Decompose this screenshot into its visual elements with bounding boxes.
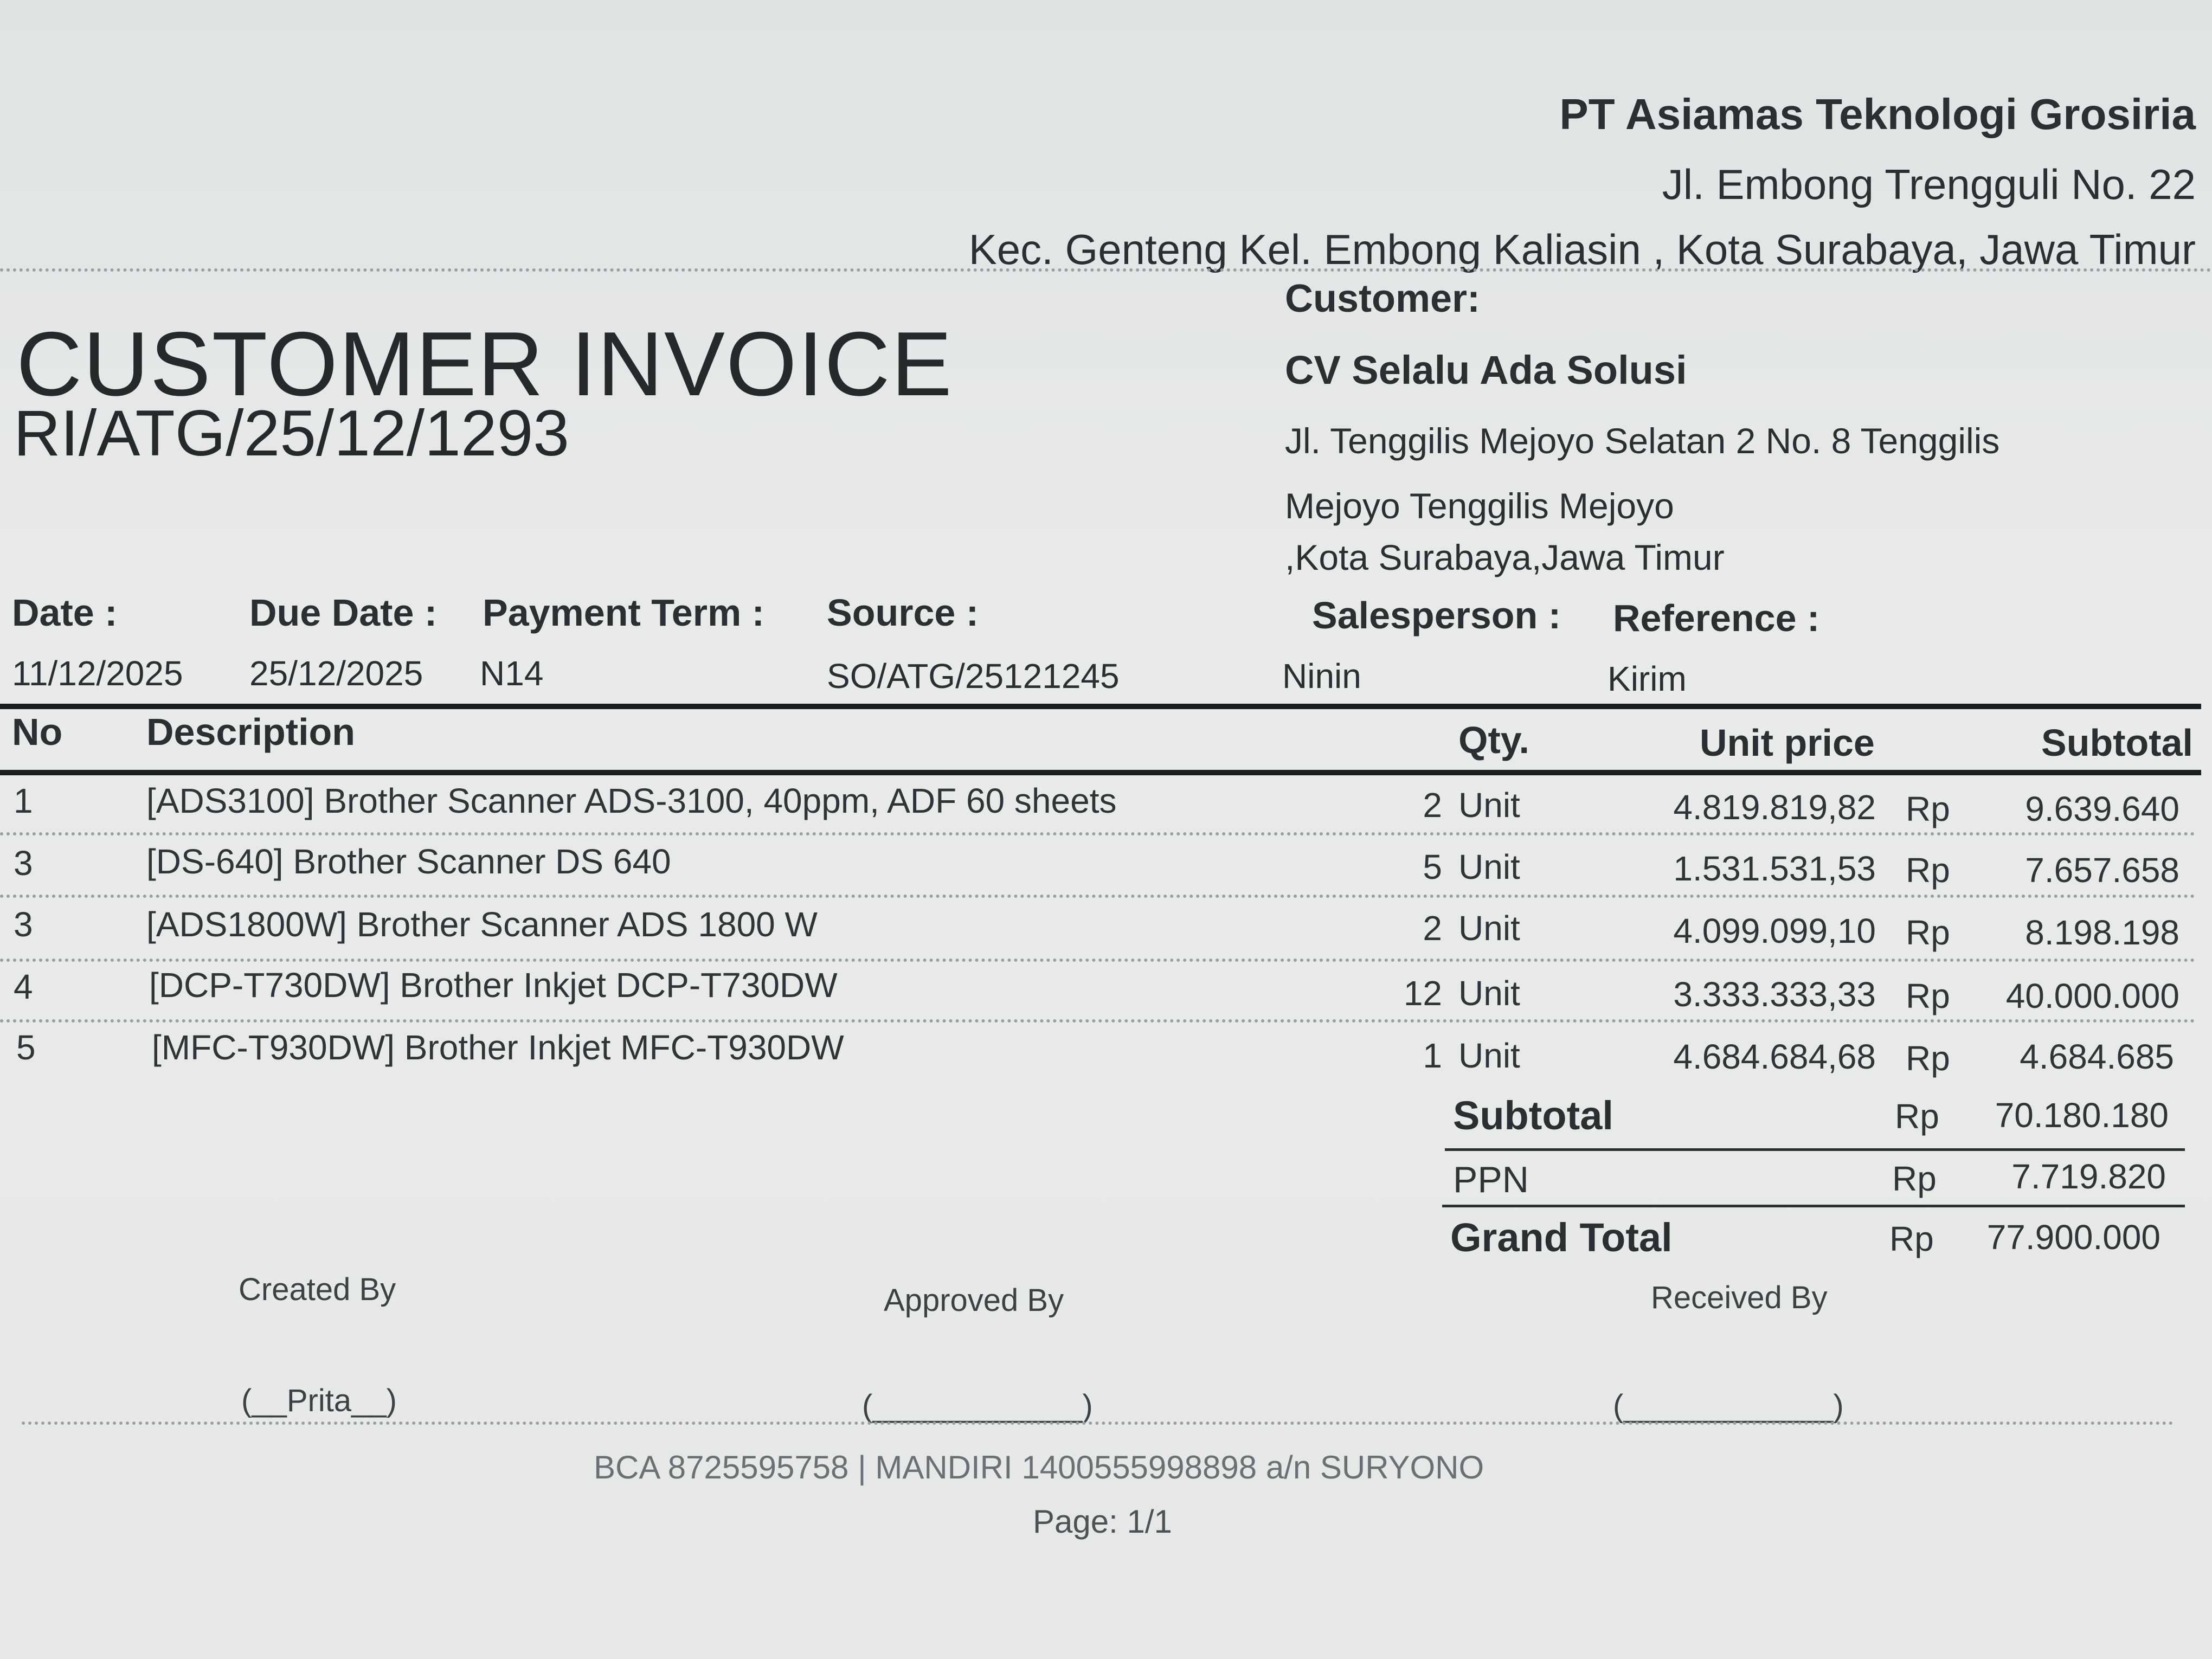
column-header-subtotal: Subtotal <box>2041 722 2193 764</box>
row-subtotal: 4.684.685 <box>2020 1037 2174 1076</box>
row-subtotal: 8.198.198 <box>2025 913 2179 952</box>
row-description: [ADS3100] Brother Scanner ADS-3100, 40ppm, ADF 60 sheets <box>146 781 1117 820</box>
row-qty: 2 <box>1423 909 1442 948</box>
page-number: Page: 1/1 <box>1033 1503 1172 1540</box>
created-by-label: Created By <box>239 1272 396 1307</box>
customer-address-line: Jl. Tenggilis Mejoyo Selatan 2 No. 8 Tenggilis <box>1285 421 2000 461</box>
company-street: Jl. Embong Trengguli No. 22 <box>1662 160 2196 208</box>
row-description: [ADS1800W] Brother Scanner ADS 1800 W <box>146 905 818 944</box>
source-label: Source : <box>827 591 979 634</box>
column-header-qty: Qty. <box>1458 719 1529 761</box>
subtotal-label: Subtotal <box>1453 1093 1613 1138</box>
row-description: [DCP-T730DW] Brother Inkjet DCP-T730DW <box>149 966 838 1005</box>
row-unit-price: 1.531.531,53 <box>1673 849 1876 888</box>
salesperson-value: Ninin <box>1282 657 1361 696</box>
subtotal-value: 70.180.180 <box>1995 1096 2169 1135</box>
salesperson-label: Salesperson : <box>1312 594 1561 636</box>
row-qty: 5 <box>1423 847 1442 886</box>
table-header-rule <box>0 770 2201 775</box>
totals-divider <box>1445 1148 2185 1151</box>
column-header-no: No <box>12 711 63 753</box>
row-no: 3 <box>14 844 33 883</box>
row-currency: Rp <box>1906 976 1950 1015</box>
bank-accounts: BCA 8725595758 | MANDIRI 1400555998898 a/n SURYONO <box>594 1449 1484 1486</box>
row-qty: 12 <box>1403 974 1442 1013</box>
subtotal-currency: Rp <box>1895 1097 1939 1136</box>
row-subtotal: 9.639.640 <box>2025 789 2179 828</box>
row-description: [MFC-T930DW] Brother Inkjet MFC-T930DW <box>152 1028 844 1067</box>
column-header-unit-price: Unit price <box>1700 722 1875 764</box>
grand-total-currency: Rp <box>1889 1219 1934 1258</box>
ppn-label: PPN <box>1453 1159 1529 1200</box>
row-unit-price: 4.099.099,10 <box>1673 911 1876 950</box>
header-divider <box>0 268 2212 272</box>
totals-divider <box>1442 1205 2185 1207</box>
row-unit-price: 4.819.819,82 <box>1673 788 1876 827</box>
row-qty: 2 <box>1423 786 1442 825</box>
created-by-signature: (__Prita__) <box>241 1383 397 1418</box>
row-uom: Unit <box>1458 786 1520 825</box>
row-subtotal: 40.000.000 <box>2005 976 2179 1015</box>
row-description: [DS-640] Brother Scanner DS 640 <box>146 842 671 881</box>
row-divider <box>0 1019 2196 1023</box>
payment-term-value: N14 <box>480 654 544 693</box>
reference-value: Kirim <box>1607 659 1687 698</box>
company-name: PT Asiamas Teknologi Grosiria <box>1559 90 2196 138</box>
column-header-description: Description <box>146 711 356 753</box>
row-divider <box>0 832 2196 835</box>
row-currency: Rp <box>1906 789 1950 828</box>
grand-total-value: 77.900.000 <box>1986 1218 2160 1257</box>
ppn-value: 7.719.820 <box>2011 1157 2166 1196</box>
row-currency: Rp <box>1906 1039 1950 1078</box>
signature-divider <box>22 1422 2174 1425</box>
date-value: 11/12/2025 <box>12 654 183 693</box>
table-top-rule <box>0 704 2201 709</box>
customer-name: CV Selalu Ada Solusi <box>1285 348 1687 393</box>
due-date-label: Due Date : <box>249 591 438 634</box>
invoice-number: RI/ATG/25/12/1293 <box>14 397 570 470</box>
date-label: Date : <box>12 591 118 634</box>
document-title: CUSTOMER INVOICE <box>16 313 953 415</box>
customer-label: Customer: <box>1285 277 1481 320</box>
grand-total-label: Grand Total <box>1450 1215 1673 1260</box>
approved-by-label: Approved By <box>884 1283 1064 1318</box>
customer-address-line: Mejoyo Tenggilis Mejoyo <box>1285 486 1674 526</box>
approved-by-signature: (____________) <box>862 1388 1093 1424</box>
row-no: 4 <box>14 967 33 1006</box>
row-no: 1 <box>14 781 33 820</box>
row-currency: Rp <box>1906 913 1950 952</box>
row-uom: Unit <box>1458 847 1520 886</box>
row-no: 3 <box>14 905 33 944</box>
row-uom: Unit <box>1458 1036 1520 1075</box>
reference-label: Reference : <box>1613 597 1820 639</box>
customer-address-line: ,Kota Surabaya,Jawa Timur <box>1285 537 1725 577</box>
row-divider <box>0 959 2196 962</box>
received-by-label: Received By <box>1651 1280 1828 1315</box>
payment-term-label: Payment Term : <box>483 591 764 634</box>
due-date-value: 25/12/2025 <box>249 654 423 693</box>
row-divider <box>0 895 2196 898</box>
row-uom: Unit <box>1458 974 1520 1013</box>
row-no: 5 <box>16 1028 36 1067</box>
row-unit-price: 3.333.333,33 <box>1673 975 1876 1014</box>
row-currency: Rp <box>1906 851 1950 890</box>
company-city: Kec. Genteng Kel. Embong Kaliasin , Kota Surabaya, Jawa Timur <box>968 226 2196 273</box>
source-value: SO/ATG/25121245 <box>827 657 1120 696</box>
row-unit-price: 4.684.684,68 <box>1673 1037 1876 1076</box>
received-by-signature: (____________) <box>1613 1388 1844 1424</box>
row-uom: Unit <box>1458 909 1520 948</box>
ppn-currency: Rp <box>1892 1159 1937 1198</box>
row-subtotal: 7.657.658 <box>2025 851 2179 890</box>
row-qty: 1 <box>1423 1036 1442 1075</box>
